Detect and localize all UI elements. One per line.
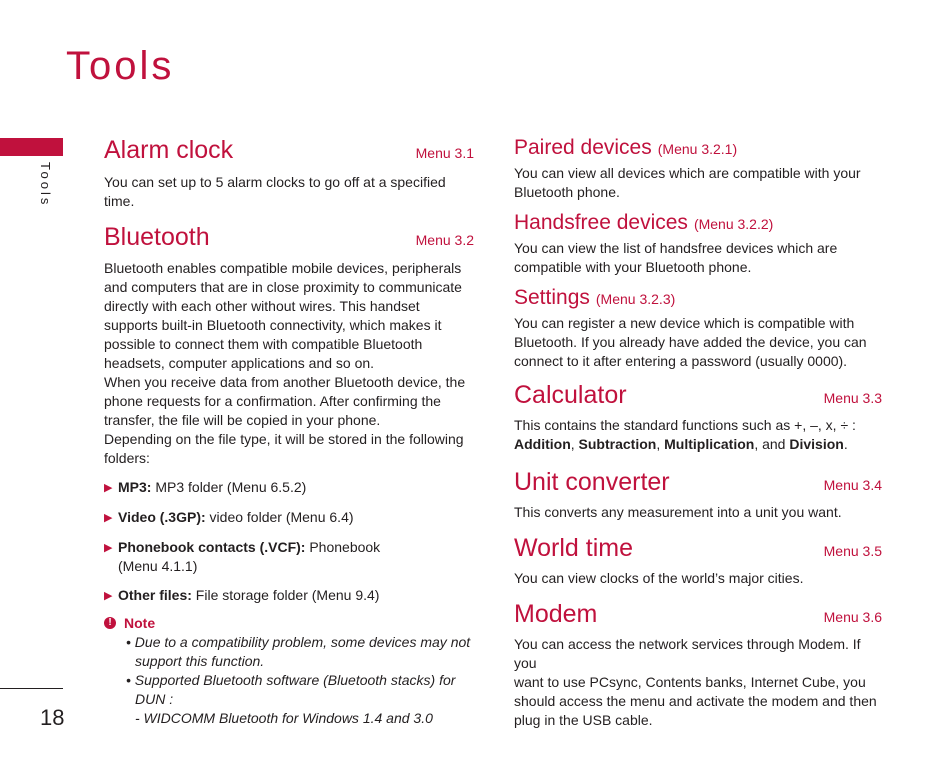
page-title: Tools	[66, 44, 175, 88]
unit-title: Unit converter	[514, 468, 670, 496]
bluetooth-line: directly with each other without wires. This handset	[104, 298, 420, 314]
settings-line: connect to it after entering a password (usually 0000).	[514, 353, 848, 369]
calculator-heading	[514, 381, 882, 410]
unit-menu-ref: Menu 3.4	[823, 477, 882, 493]
calc-op-addition: Addition	[514, 436, 571, 452]
world-title: World time	[514, 534, 634, 562]
arrow-icon: ▶	[104, 512, 113, 524]
calc-op-subtraction: Subtraction	[578, 436, 657, 452]
world-text: You can view clocks of the world’s major cities.	[514, 570, 804, 586]
paired-body	[514, 164, 882, 202]
modem-line: should access the menu and activate the modem and then	[514, 693, 877, 709]
left-column	[104, 136, 474, 728]
bullet-label: MP3:	[118, 479, 152, 495]
alarm-menu-ref: Menu 3.1	[415, 145, 474, 161]
modem-title: Modem	[514, 600, 598, 628]
note-body	[126, 633, 474, 728]
bullet-text: File storage folder (Menu 9.4)	[191, 587, 380, 603]
footer-rule	[0, 688, 63, 689]
calculator-body	[514, 416, 882, 454]
note-alert-icon: !	[104, 617, 116, 629]
settings-heading	[514, 286, 882, 310]
modem-line: want to use PCsync, Contents banks, Internet Cube, you	[514, 674, 866, 690]
bullet-label: Video (.3GP):	[118, 509, 206, 525]
alarm-heading	[104, 136, 474, 165]
handsfree-heading	[514, 211, 882, 235]
calc-separator: ,	[570, 436, 579, 452]
bluetooth-line: Bluetooth enables compatible mobile devices, peripherals	[104, 260, 462, 276]
settings-title: Settings	[514, 286, 590, 309]
note-heading	[104, 615, 474, 631]
calc-separator: , and	[754, 436, 790, 452]
calculator-line: This contains the standard functions such as +, –, x, ÷ :	[514, 417, 856, 433]
bluetooth-heading	[104, 223, 474, 252]
calc-end: .	[843, 436, 848, 452]
bluetooth-line: possible to connect them with compatible Bluetooth	[104, 336, 423, 352]
paired-title: Paired devices	[514, 136, 652, 159]
paired-line: You can view all devices which are compatible with your	[514, 165, 861, 181]
side-tab-marker	[0, 138, 63, 156]
list-item	[104, 538, 474, 576]
settings-menu-ref: (Menu 3.2.3)	[595, 291, 676, 307]
bluetooth-line: supports built-in Bluetooth connectivity, which makes it	[104, 317, 442, 333]
bluetooth-line: and computers that are in close proximity to communicate	[104, 279, 462, 295]
calc-separator: ,	[656, 436, 665, 452]
handsfree-line: You can view the list of handsfree devices which are	[514, 240, 838, 256]
bullet-label: Phonebook contacts (.VCF):	[118, 539, 306, 555]
handsfree-title: Handsfree devices	[514, 211, 688, 234]
settings-line: Bluetooth. If you already have added the device, you can	[514, 334, 867, 350]
bullet-text: Phonebook	[305, 539, 381, 555]
bluetooth-line: headsets, computer applications and so on.	[104, 355, 375, 371]
calculator-title: Calculator	[514, 381, 627, 409]
list-item	[104, 586, 474, 606]
arrow-icon: ▶	[104, 542, 113, 554]
modem-menu-ref: Menu 3.6	[823, 609, 882, 625]
arrow-icon: ▶	[104, 482, 113, 494]
modem-line: You can access the network services through Modem. If you	[514, 636, 861, 671]
bluetooth-title: Bluetooth	[104, 223, 210, 251]
modem-heading	[514, 600, 882, 629]
arrow-icon: ▶	[104, 590, 113, 602]
world-menu-ref: Menu 3.5	[823, 543, 882, 559]
page-number: 18	[40, 705, 65, 730]
bluetooth-line: Depending on the file type, it will be stored in the following	[104, 431, 464, 447]
paired-line: Bluetooth phone.	[514, 184, 620, 200]
calc-op-division: Division	[789, 436, 844, 452]
world-heading	[514, 534, 882, 563]
paired-menu-ref: (Menu 3.2.1)	[657, 141, 738, 157]
alarm-title: Alarm clock	[104, 136, 234, 164]
calculator-menu-ref: Menu 3.3	[823, 390, 882, 406]
bullet-text-continued: (Menu 4.1.1)	[118, 558, 198, 574]
note-line: - WIDCOMM Bluetooth for Windows 1.4 and 3.0	[135, 710, 433, 726]
unit-text: This converts any measurement into a unit you want.	[514, 504, 842, 520]
paired-heading	[514, 136, 882, 160]
handsfree-menu-ref: (Menu 3.2.2)	[693, 216, 774, 232]
note-line: • Supported Bluetooth software (Bluetooth stacks) for	[126, 672, 456, 688]
handsfree-body	[514, 239, 882, 277]
note-title: Note	[124, 615, 156, 631]
modem-body	[514, 635, 882, 730]
list-item	[104, 508, 474, 528]
bullet-text: video folder (Menu 6.4)	[205, 509, 354, 525]
bluetooth-line: folders:	[104, 450, 150, 466]
note-line: support this function.	[135, 653, 265, 669]
calculator-ops	[514, 435, 882, 454]
bluetooth-menu-ref: Menu 3.2	[415, 232, 474, 248]
side-tab-label: Tools	[38, 162, 53, 208]
right-column	[514, 136, 882, 730]
settings-body	[514, 314, 882, 371]
unit-heading	[514, 468, 882, 497]
bluetooth-body	[104, 259, 474, 468]
list-item	[104, 478, 474, 498]
settings-line: You can register a new device which is compatible with	[514, 315, 855, 331]
bullet-text: MP3 folder (Menu 6.5.2)	[151, 479, 307, 495]
bluetooth-line: phone requests for a confirmation. After confirming the	[104, 393, 441, 409]
handsfree-line: compatible with your Bluetooth phone.	[514, 259, 752, 275]
note-line: • Due to a compatibility problem, some devices may not	[126, 634, 471, 650]
bluetooth-line: transfer, the file will be copied in your phone.	[104, 412, 381, 428]
bullet-label: Other files:	[118, 587, 192, 603]
calc-op-multiplication: Multiplication	[664, 436, 755, 452]
note-line: DUN :	[135, 691, 174, 707]
bluetooth-line: When you receive data from another Bluetooth device, the	[104, 374, 466, 390]
alarm-text: You can set up to 5 alarm clocks to go off at a specified time.	[104, 174, 446, 209]
modem-line: plug in the USB cable.	[514, 712, 653, 728]
